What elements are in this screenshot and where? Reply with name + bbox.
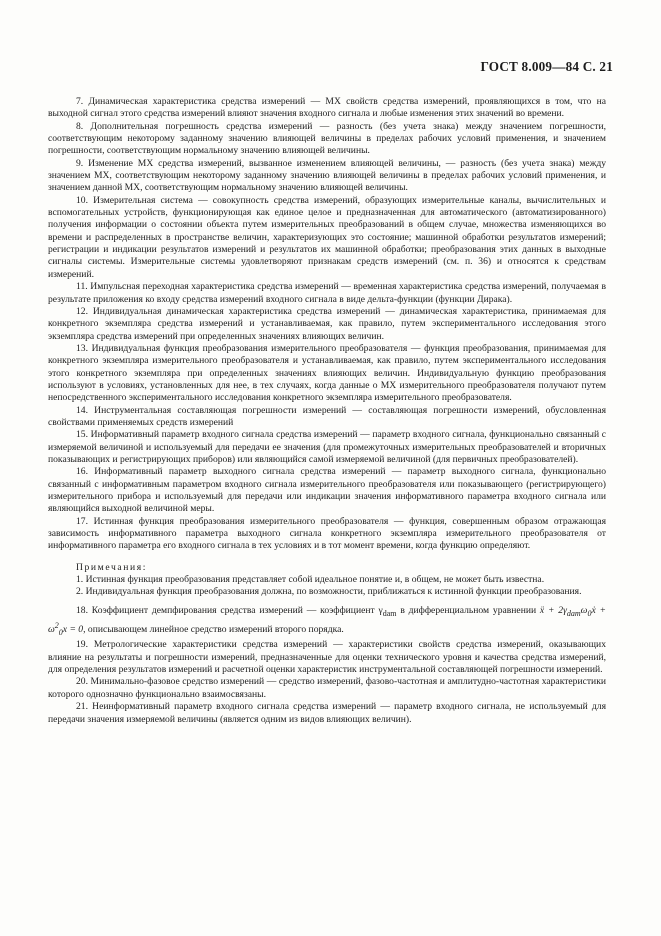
paragraph-11: 11. Импульсная переходная характеристика средства измерений — временная характеристика средства измерений, получаемая в результате приложения ко входу средства измерений входного сигнала в виде дельта-функции (функции Дирака). (48, 281, 606, 305)
paragraph-18-text-a: 18. Коэффициент демпфирования средства измерений — коэффициент γ (76, 604, 383, 616)
document-body (48, 96, 606, 726)
paragraph-18 (48, 605, 606, 640)
paragraph-18-text-b: в дифференциальном уравнении (396, 604, 540, 616)
paragraph-18-text-c: , описывающем линейное средство измерений второго порядка. (83, 624, 344, 636)
page-header: ГОСТ 8.009—84 С. 21 (480, 59, 613, 74)
paragraph-15: 15. Информативный параметр входного сигнала средства измерений — параметр входного сигнала, функционально связанный с измеряемой величиной и используемый для передачи ее значения (для промежуточных измерительных преобразователей и вторичных показывающих и регистрирующих приборов) или являющийся самой измеряемой величиной (для первичных преобразователей). (48, 429, 606, 465)
note-2: 2. Индивидуальная функция преобразования должна, по возможности, приближаться к истинной функции преобразования. (76, 586, 582, 598)
paragraph-8: 8. Дополнительная погрешность средства измерений — разность (без учета знака) между значением погрешности, соответствующим некоторому заданному значению влияющей величины в пределах рабочих условий применения, и значением погрешности, соответствующим нормальному значению влияющей величины. (48, 120, 606, 157)
paragraph-16: 16. Информативный параметр выходного сигнала средства измерений — параметр выходного сигнала, функционально связанный с информативным параметром входного сигнала измерительного преобразователя или показывающего (регистрирующего) измерительного прибора и используемый для передачи или индикации значения информативного параметра входного сигнала или являющийся выходной величиной меры. (48, 466, 606, 515)
paragraph-20: 20. Минимально-фазовое средство измерений — средство измерений, фазово-частотная и амплитудно-частотная характеристики которого однозначно функционально взаимосвязаны. (48, 676, 606, 700)
paragraph-7: 7. Динамическая характеристика средства измерений — МХ свойств средства измерений, проявляющихся в том, что на выходной сигнал этого средства измерений влияют значения входного сигнала и любые изменения этих значений во времени. (48, 96, 606, 120)
paragraph-9: 9. Изменение МХ средства измерений, вызванное изменением влияющей величины, — разность (без учета знака) между значением МХ, соответствующим некоторому заданному значению влияющей величины в пределах рабочих условий применения, и значением данной МХ, соответствующим нормальному значению влияющей величины. (48, 157, 606, 194)
damping-subscript: dam (382, 608, 397, 618)
paragraph-10: 10. Измерительная система — совокупность средства измерений, образующих измерительные каналы, вычислительных и вспомогательных устройств, функционирующая как единое целое и предназначенная для автоматического (автоматизированного) получения информации о состоянии объекта путем измерительных преобразований в общем случае, множества изменяющихся во времени и распределенных в пространстве величин, характеризующих это состояние; машинной обработки результатов измерений; регистрации и индикации результатов измерений и результатов их машинной обработки; преобразования этих данных в выходные сигналы системы. Измерительные системы удовлетворяют признакам средств измерений (см. п. 36) и относятся к средствам измерений. (48, 194, 606, 280)
note-1: 1. Истинная функция преобразования представляет собой идеальное понятие и, в общем, не может быть известна. (76, 574, 545, 586)
paragraph-12: 12. Индивидуальная динамическая характеристика средства измерений — динамическая характеристика, принимаемая для конкретного экземпляра средства измерений и устанавливаемая, как правило, путем экспериментального исследования этого экземпляра средства измерений при определенных значениях влияющих величин. (48, 305, 606, 342)
paragraph-19: 19. Метрологические характеристики средства измерений — характеристики свойств средства измерений, оказывающих влияние на результаты и погрешности измерений, предназначенные для оценки технического уровня и качества средства измерений, для определения результатов измерений и расчетной оценки характеристик инструментальной составляющей погрешности измерений. (48, 639, 606, 676)
paragraph-21: 21. Неинформативный параметр входного сигнала средства измерений — параметр входного сигнала, не используемый для передачи значения измеряемой величины (является одним из видов влияющих величин). (48, 701, 606, 725)
paragraph-14: 14. Инструментальная составляющая погрешности измерений — составляющая погрешности измерений, обусловленная свойствами применяемых средств измерений (48, 404, 606, 428)
paragraph-17: 17. Истинная функция преобразования измерительного преобразователя — функция, совершенным образом отражающая зависимость информативного параметра выходного сигнала конкретного экземпляра измерительного преобразователя от информативного параметра его входного сигнала в тех условиях и в тот момент времени, когда функцию определяют. (48, 515, 606, 552)
notes-title: Примечания: (76, 561, 147, 573)
paragraph-13: 13. Индивидуальная функция преобразования измерительного преобразователя — функция преобразования, принимаемая для конкретного экземпляра измерительного преобразователя и устанавливаемая, как правило, путем экспериментального исследования этого конкретного экземпляра при определенных значениях влияющих величин. Индивидуальную функцию преобразования используют в условиях, установленных для нее, в тех случаях, когда данные о МХ измерительного преобразователя получают путем непосредственного экспериментального исследования конкретного экземпляра измерительного преобразователя. (48, 342, 606, 404)
differential-equation: ẍ + $2\gamma_{dam}\omega_0ẋ + \omega^2_0x = 0$ (48, 604, 606, 638)
